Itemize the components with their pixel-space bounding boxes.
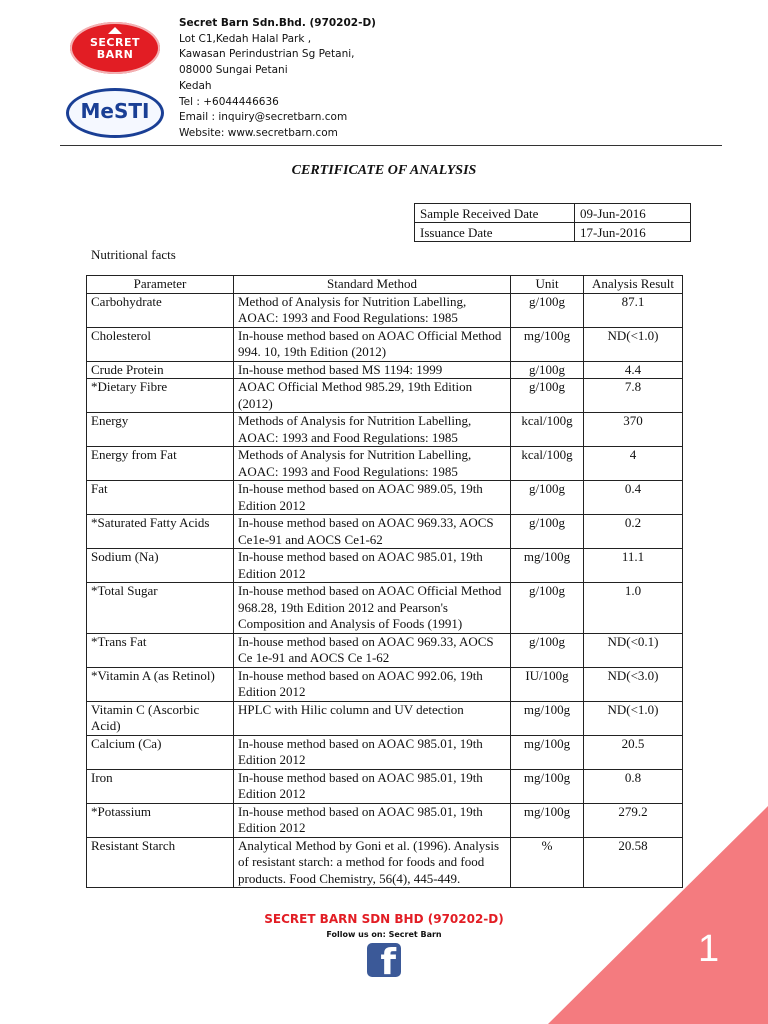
table-row bbox=[87, 549, 683, 583]
method-cell: Method of Analysis for Nutrition Labelling, AOAC: 1993 and Food Regulations: 1985 bbox=[234, 293, 511, 327]
method-cell: In-house method based on AOAC 992.06, 19th Edition 2012 bbox=[234, 667, 511, 701]
unit-cell: g/100g bbox=[511, 379, 584, 413]
table-row bbox=[87, 447, 683, 481]
address-line: 08000 Sungai Petani bbox=[179, 64, 288, 77]
table-row bbox=[87, 735, 683, 769]
parameter-cell: Vitamin C (Ascorbic Acid) bbox=[87, 701, 234, 735]
dates-table bbox=[414, 203, 691, 242]
unit-cell: g/100g bbox=[511, 633, 584, 667]
unit-cell: mg/100g bbox=[511, 803, 584, 837]
unit-cell: kcal/100g bbox=[511, 447, 584, 481]
unit-cell: g/100g bbox=[511, 293, 584, 327]
method-cell: HPLC with Hilic column and UV detection bbox=[234, 701, 511, 735]
company-info bbox=[179, 16, 376, 142]
parameter-cell: Energy bbox=[87, 413, 234, 447]
company-email[interactable]: Email : inquiry@secretbarn.com bbox=[179, 111, 348, 124]
parameter-cell: *Trans Fat bbox=[87, 633, 234, 667]
parameter-cell: Fat bbox=[87, 481, 234, 515]
parameter-cell: Cholesterol bbox=[87, 327, 234, 361]
date-value: 17-Jun-2016 bbox=[575, 223, 691, 242]
table-row bbox=[415, 204, 691, 223]
table-row bbox=[87, 667, 683, 701]
mesti-logo: MeSTI bbox=[66, 88, 164, 138]
column-header: Analysis Result bbox=[584, 276, 683, 294]
table-row bbox=[87, 379, 683, 413]
address-line: Kedah bbox=[179, 79, 212, 92]
result-cell: ND(<3.0) bbox=[584, 667, 683, 701]
method-cell: In-house method based on AOAC 969.33, AOCS Ce 1e-91 and AOCS Ce 1-62 bbox=[234, 633, 511, 667]
result-cell: 11.1 bbox=[584, 549, 683, 583]
parameter-cell: *Vitamin A (as Retinol) bbox=[87, 667, 234, 701]
unit-cell: % bbox=[511, 837, 584, 888]
result-cell: 0.2 bbox=[584, 515, 683, 549]
document-title: CERTIFICATE OF ANALYSIS bbox=[291, 163, 477, 178]
method-cell: In-house method based on AOAC Official Method 968.28, 19th Edition 2012 and Pearson's Composition and Analysis of Foods (1991) bbox=[234, 583, 511, 634]
table-row bbox=[87, 837, 683, 888]
table-row bbox=[87, 293, 683, 327]
header-divider bbox=[60, 145, 722, 146]
table-row bbox=[87, 327, 683, 361]
company-name: Secret Barn Sdn.Bhd. (970202-D) bbox=[179, 17, 376, 29]
method-cell: In-house method based on AOAC Official Method 994. 10, 19th Edition (2012) bbox=[234, 327, 511, 361]
result-cell: ND(<1.0) bbox=[584, 701, 683, 735]
method-cell: AOAC Official Method 985.29, 19th Edition (2012) bbox=[234, 379, 511, 413]
unit-cell: g/100g bbox=[511, 583, 584, 634]
result-cell: 7.8 bbox=[584, 379, 683, 413]
unit-cell: g/100g bbox=[511, 481, 584, 515]
date-value: 09-Jun-2016 bbox=[575, 204, 691, 223]
table-row bbox=[87, 583, 683, 634]
table-row bbox=[87, 633, 683, 667]
table-row bbox=[87, 803, 683, 837]
unit-cell: mg/100g bbox=[511, 327, 584, 361]
unit-cell: g/100g bbox=[511, 515, 584, 549]
result-cell: 1.0 bbox=[584, 583, 683, 634]
date-label: Issuance Date bbox=[415, 223, 575, 242]
facebook-icon[interactable]: f bbox=[367, 943, 401, 977]
method-cell: In-house method based on AOAC 969.33, AOCS Ce1e-91 and AOCS Ce1-62 bbox=[234, 515, 511, 549]
table-row bbox=[87, 769, 683, 803]
parameter-cell: *Potassium bbox=[87, 803, 234, 837]
unit-cell: mg/100g bbox=[511, 769, 584, 803]
method-cell: In-house method based on AOAC 985.01, 19th Edition 2012 bbox=[234, 549, 511, 583]
unit-cell: mg/100g bbox=[511, 549, 584, 583]
result-cell: 87.1 bbox=[584, 293, 683, 327]
method-cell: In-house method based on AOAC 985.01, 19th Edition 2012 bbox=[234, 803, 511, 837]
parameter-cell: Energy from Fat bbox=[87, 447, 234, 481]
parameter-cell: *Total Sugar bbox=[87, 583, 234, 634]
address-line: Kawasan Perindustrian Sg Petani, bbox=[179, 48, 355, 61]
method-cell: Analytical Method by Goni et al. (1996). Analysis of resistant starch: a method for foods and food products. Food Chemistry, 56(4), 445-449. bbox=[234, 837, 511, 888]
secret-barn-logo: SECRET BARN bbox=[70, 22, 160, 74]
parameter-cell: *Saturated Fatty Acids bbox=[87, 515, 234, 549]
method-cell: In-house method based on AOAC 985.01, 19th Edition 2012 bbox=[234, 769, 511, 803]
result-cell: ND(<0.1) bbox=[584, 633, 683, 667]
method-cell: In-house method based MS 1194: 1999 bbox=[234, 361, 511, 379]
unit-cell: IU/100g bbox=[511, 667, 584, 701]
column-header: Unit bbox=[511, 276, 584, 294]
table-row bbox=[87, 361, 683, 379]
table-row bbox=[415, 223, 691, 242]
table-header-row bbox=[87, 276, 683, 294]
parameter-cell: Carbohydrate bbox=[87, 293, 234, 327]
result-cell: 0.8 bbox=[584, 769, 683, 803]
column-header: Standard Method bbox=[234, 276, 511, 294]
method-cell: Methods of Analysis for Nutrition Labelling, AOAC: 1993 and Food Regulations: 1985 bbox=[234, 447, 511, 481]
unit-cell: kcal/100g bbox=[511, 413, 584, 447]
parameter-cell: Crude Protein bbox=[87, 361, 234, 379]
footer-company: SECRET BARN SDN BHD (970202-D) bbox=[264, 912, 504, 926]
parameter-cell: Resistant Starch bbox=[87, 837, 234, 888]
footer-follow: Follow us on: Secret Barn bbox=[326, 930, 442, 939]
nutrition-table bbox=[86, 275, 683, 888]
result-cell: 20.5 bbox=[584, 735, 683, 769]
result-cell: 370 bbox=[584, 413, 683, 447]
result-cell: 279.2 bbox=[584, 803, 683, 837]
method-cell: Methods of Analysis for Nutrition Labelling, AOAC: 1993 and Food Regulations: 1985 bbox=[234, 413, 511, 447]
table-row bbox=[87, 413, 683, 447]
method-cell: In-house method based on AOAC 989.05, 19th Edition 2012 bbox=[234, 481, 511, 515]
parameter-cell: Calcium (Ca) bbox=[87, 735, 234, 769]
result-cell: 4.4 bbox=[584, 361, 683, 379]
column-header: Parameter bbox=[87, 276, 234, 294]
unit-cell: mg/100g bbox=[511, 735, 584, 769]
section-label: Nutritional facts bbox=[91, 247, 176, 262]
method-cell: In-house method based on AOAC 985.01, 19th Edition 2012 bbox=[234, 735, 511, 769]
parameter-cell: Iron bbox=[87, 769, 234, 803]
result-cell: ND(<1.0) bbox=[584, 327, 683, 361]
table-row bbox=[87, 515, 683, 549]
result-cell: 20.58 bbox=[584, 837, 683, 888]
result-cell: 4 bbox=[584, 447, 683, 481]
unit-cell: g/100g bbox=[511, 361, 584, 379]
date-label: Sample Received Date bbox=[415, 204, 575, 223]
result-cell: 0.4 bbox=[584, 481, 683, 515]
page-number: 1 bbox=[698, 928, 720, 970]
unit-cell: mg/100g bbox=[511, 701, 584, 735]
address-line: Lot C1,Kedah Halal Park , bbox=[179, 32, 312, 45]
table-row bbox=[87, 481, 683, 515]
company-website[interactable]: Website: www.secretbarn.com bbox=[179, 126, 338, 139]
company-tel: Tel : +6044446636 bbox=[179, 95, 279, 108]
table-row bbox=[87, 701, 683, 735]
parameter-cell: Sodium (Na) bbox=[87, 549, 234, 583]
parameter-cell: *Dietary Fibre bbox=[87, 379, 234, 413]
